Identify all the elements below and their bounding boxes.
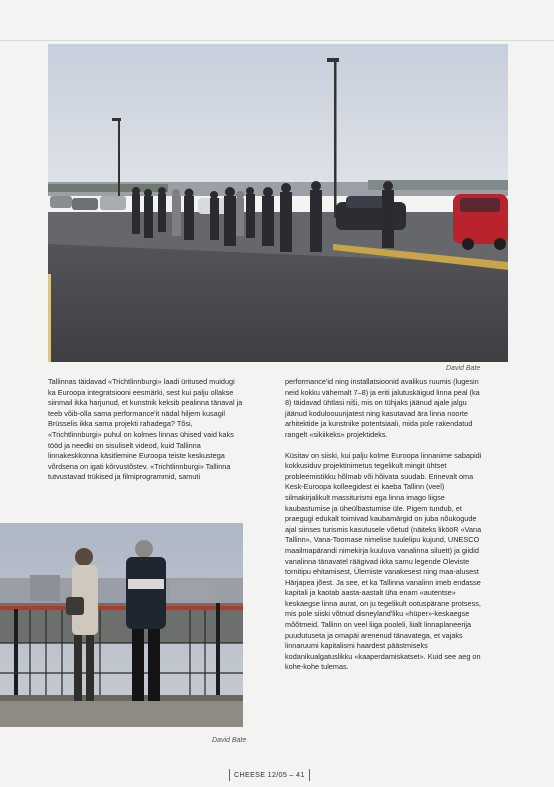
right-column [285, 377, 483, 673]
top-rule [0, 40, 554, 41]
photo-credit-top: David Bate [446, 365, 481, 372]
right-paragraph-2: Küsitav on siiski, kui palju kolme Euroopa linnanime sabapidi kokkusiduv projektinimetus tegelikult mingit ühtset probleemistikku hõlmab või hõivata suudab. Erinevalt oma Kesk-Euroopa kolleegidest ei kaeba Tallinn (veel) silmakirjalikult massiturismi ega linna imago liigse kaubastumise ja üheülbastumise üle. Pigem tundub, et praegugi edukalt toimivad kaubamärgid on juba nõukogude ajal siinses turismis kasutusele võetud (näiteks likööR «Vana Tallinn», Vana-Toomase nimelise tuulelipu kujund, UNESCO maailmapärandi nimekirja kuuluva vanalinna siluett) ja giidid vanalinna tänavatel räägivad ikka samu legende Oleviste tornitipu ehitamisest, Ülemiste vanakesest ning maa-alusest Härjapea jõest. Ja see, et ka Tallinna vanalinn imeb endasse kapitali ja kaotab aasta-aastalt üha enam «autentse» keskaegse linna aurat, on ju tegelikult ootuspärane protsess, mis pole siiski võtnud disneyland'liku «hüper»-keskaegse mõõtmeid. Tallinn on veel liiga pooleli, liialt linnaplaneerija puudutuseta ja omapäi arenenud tänavatega, et vajaks linnaruumi kapitalismi haardest päästmiseks kodanikualgatuslikku «kaaperdamiskatset». Kuid see aeg on kohe-kohe tulemas. [285, 450, 482, 672]
street-scene-photo [48, 44, 508, 362]
couple-at-railing-photo [0, 523, 243, 727]
left-column [48, 377, 244, 483]
page-footer: CHEESE 12/05 – 41 [229, 769, 310, 781]
right-paragraph-1: performance'id ning installatsioonid avalikus ruumis (lugesin neid kokku vähemalt 7–8) ja eriti jalutuskäigud linna peal (ka 8) täidavad ühtlasi niši, mis on tühjaks jäänud ajale jalgu jäänud koduloouurijatest ning kasutavad ära linna noorte arhitektide ja kunstnike potentsiaali, mida pole rakendatud rangelt «sikiikeks» projektideks. [285, 377, 480, 439]
left-paragraph: Tallinnas täidavad «Trichtlinnburgi» laadi üritused muidugi ka Euroopa integratsiooni eesmärki, sest kui palju ollakse siinmail ikka harjunud, et kunstnik keksib pealinna tänaval ja teeb võib-olla sama performance'it nädal hiljem kusagil Brüsselis ikka sama projekti rahadega? Tõsi, «Trichtlinnburgi» puhul on kolmes linnas ühised vaid kaks tööd ja needki on sisuliselt videod, kuid Tallinna linnakeskkonna käsitlemine Euroopa teiste keskustega võrdsena on igati kõrvustõstev. «Trichtlinnburgi» Tallinna tutvustavad trükised ja filmiprogrammid, samuti [48, 377, 243, 482]
photo-credit-bottom: David Bate [212, 737, 247, 744]
